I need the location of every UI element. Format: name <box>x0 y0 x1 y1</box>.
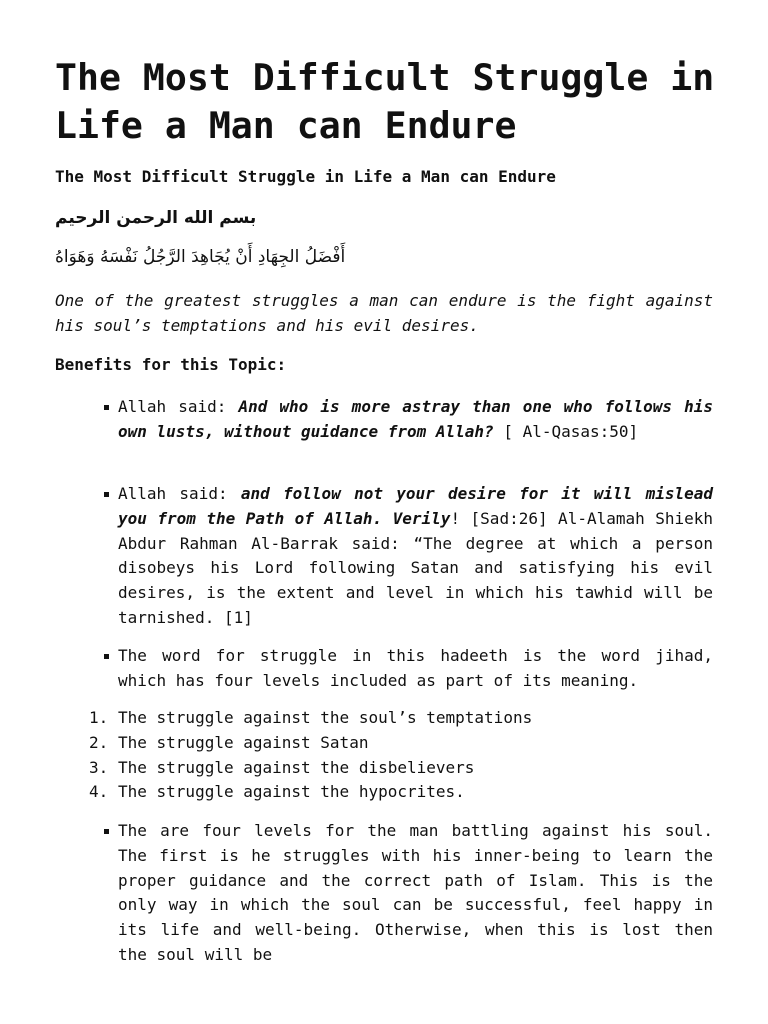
bullet1-suffix: [ Al-Qasas:50] <box>493 421 639 441</box>
bullet-icon <box>104 492 109 497</box>
level-text: The struggle against the soul’s temptations <box>118 708 533 727</box>
bullet3-text: The word for struggle in this hadeeth is the word jihad, which has four levels included as part of its meaning. <box>118 646 713 690</box>
level-text: The struggle against the disbelievers <box>118 757 475 777</box>
intro-paragraph: One of the greatest struggles a man can endure is the fight against his soul’s temptations and his evil desires. <box>55 291 713 335</box>
benefit-list-1 <box>55 395 713 445</box>
benefits-heading: Benefits for this Topic: <box>55 355 287 374</box>
level-text: The struggle against Satan <box>118 732 369 752</box>
list-item <box>55 756 713 781</box>
bullet-icon <box>104 829 109 834</box>
list-item <box>55 395 713 445</box>
list-item <box>55 706 713 731</box>
list-item <box>55 482 713 631</box>
list-number: 4. <box>89 782 109 802</box>
bullet1-prefix: Allah said: <box>118 397 239 416</box>
bullet4-text: The are four levels for the man battling against his soul. The first is he struggles with his inner-being to learn the proper guidance and the correct path of Islam. This is the only way in which the soul can be successful, feel happy in its life and well-being. Otherwise, when this is lost then the soul will be <box>118 821 713 964</box>
bullet-icon <box>104 405 109 410</box>
list-item <box>55 644 713 694</box>
bullet2-prefix: Allah said: <box>118 484 241 503</box>
list-item <box>55 780 713 805</box>
list-number: 1. <box>89 708 109 727</box>
bullet-icon <box>104 654 109 659</box>
page-title: The Most Difficult Struggle in Life a Man can Endure <box>55 56 715 147</box>
list-item <box>55 731 713 756</box>
benefit-list-4 <box>55 819 713 968</box>
list-number: 2. <box>89 732 109 752</box>
hadith-arabic-text: أَفْضَلُ الجِهَادِ أَنْ يُجَاهِدَ الرَّجُلُ نَفْسَهُ وَهَوَاهُ <box>55 247 346 267</box>
list-item <box>55 819 713 968</box>
level-text: The struggle against the hypocrites. <box>118 782 465 802</box>
list-number: 3. <box>89 757 109 777</box>
benefit-list-3 <box>55 644 713 694</box>
benefit-list-2 <box>55 482 713 631</box>
bullet2-quote: and follow not your desire for it will mislead you from the Path of Allah. Verily <box>118 484 714 528</box>
article-subtitle: The Most Difficult Struggle in Life a Man can Endure <box>55 167 556 186</box>
bullet2-suffix: ! [Sad:26] Al-Alamah Shiekh Abdur Rahman Al-Barrak said: “The degree at which a person disobeys his Lord following Satan and satisfying his evil desires, is the extent and level in which his tawhid will be tarnished. [1] <box>118 508 714 627</box>
levels-list <box>55 706 713 805</box>
bullet1-quote: And who is more astray than one who follows his own lusts, without guidance from Allah? <box>118 397 714 441</box>
basmala-text: بسم الله الرحمن الرحيم <box>55 208 257 228</box>
